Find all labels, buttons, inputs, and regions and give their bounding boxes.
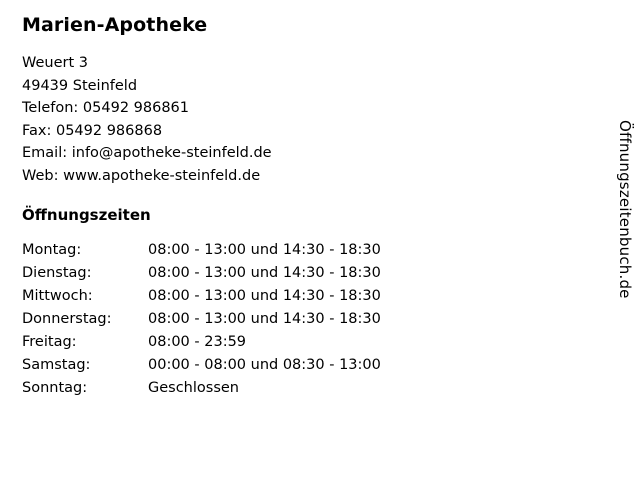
day-hours: 08:00 - 13:00 und 14:30 - 18:30 [148, 242, 381, 258]
table-row [22, 308, 381, 331]
address-block [22, 52, 582, 187]
table-row [22, 285, 381, 308]
day-label: Samstag: [22, 357, 91, 373]
opening-hours-table [22, 239, 381, 400]
day-hours: 08:00 - 13:00 und 14:30 - 18:30 [148, 311, 381, 327]
page-title: Marien-Apotheke [22, 14, 208, 36]
day-label: Mittwoch: [22, 288, 93, 304]
address-line-city: 49439 Steinfeld [22, 77, 138, 94]
day-hours: Geschlossen [148, 380, 239, 396]
content-container [22, 12, 582, 400]
address-line-street: Weuert 3 [22, 55, 89, 71]
table-row [22, 354, 381, 377]
day-hours: 00:00 - 08:00 und 08:30 - 13:00 [148, 357, 381, 373]
day-label: Donnerstag: [22, 311, 112, 327]
day-label: Freitag: [22, 334, 77, 350]
table-row [22, 262, 381, 285]
day-label: Dienstag: [22, 265, 92, 281]
table-row [22, 239, 381, 262]
day-label: Montag: [22, 242, 82, 258]
table-row [22, 331, 381, 354]
day-hours: 08:00 - 13:00 und 14:30 - 18:30 [148, 288, 381, 304]
address-line-email: Email: info@apotheke-steinfeld.de [22, 145, 272, 161]
opening-hours-heading: Öffnungszeiten [22, 206, 151, 224]
watermark-label: Öffnungszeitenbuch.de [616, 120, 634, 299]
table-row [22, 377, 381, 400]
address-line-fax: Fax: 05492 986868 [22, 122, 163, 139]
day-hours: 08:00 - 13:00 und 14:30 - 18:30 [148, 265, 381, 281]
address-line-phone: Telefon: 05492 986861 [22, 100, 190, 116]
day-hours: 08:00 - 23:59 [148, 334, 247, 350]
address-line-web: Web: www.apotheke-steinfeld.de [22, 167, 261, 184]
day-label: Sonntag: [22, 380, 88, 396]
